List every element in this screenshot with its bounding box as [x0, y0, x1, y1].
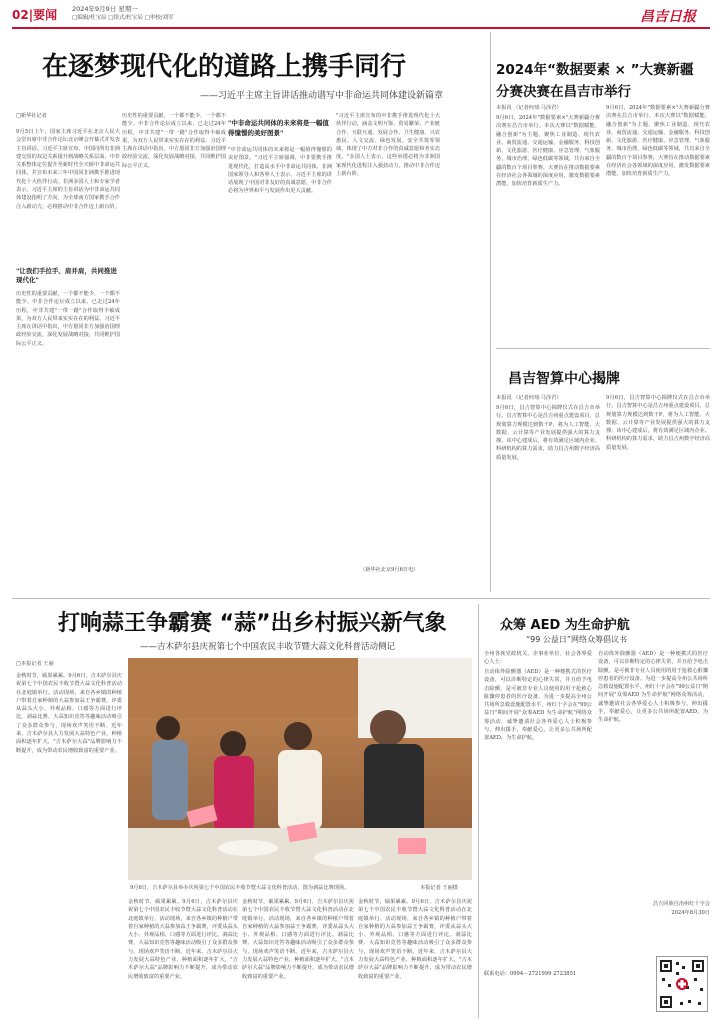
- side-top-headline-2: 分赛决赛在昌吉市举行: [496, 84, 631, 100]
- side-mid-headline: 昌吉智算中心揭牌: [508, 371, 620, 387]
- lead-dateline: （新华社北京9月6日电）: [360, 567, 419, 573]
- notice-text-col1: 自动体外除颤器（AED）是一种便携式的医疗设备，可以诊断特定的心律失常，并且给予电击除颤，是可被非专业人员使用的用于抢救心脏骤停患者的医疗设备。为进一步提高全州公共场所急救设施配置水平，州红十字会在"99公益日"期间开展"众筹AED 为生命护航"网络众筹活动，诚挚邀请社会各界爱心人士积极参与，伸出援手，奉献爱心，让更多公共场所配置AED，为生命护航。: [484, 669, 592, 742]
- column-divider: [490, 32, 491, 592]
- feature-text-col1: 金秋时节，硕果累累。9月6日，吉木萨尔县庆祝第七个中国农民丰收节暨大蒜文化科普活动在北庭镇举行。活动现场，来自各乡镇的种植户带着自家种植的大蒜参加蒜王争霸赛，评委从蒜头大小、外观品相、口感等方面进行评比。剥蒜比赛、大蒜知识竞答等趣味活动吸引了众多群众参与，现场欢声笑语不断。近年来，吉木萨尔县大力发展大蒜特色产业，种植面积逐年扩大，"吉木萨尔大蒜"品牌影响力不断提升，成为带动农民增收致富的重要产业。: [16, 673, 122, 754]
- side-mid-byline: 本报讯 （记者何琦·马泽君）: [496, 395, 562, 401]
- lead-subhead-2: "中非命运共同体的未来将是一幅值得憧憬的美好图景": [228, 119, 329, 137]
- notice-org-date: 2024年8月30日: [671, 910, 710, 916]
- lead-text-col1: 9月5日上午，国家主席习近平在北京人民大会堂出席中非合作论坛北京峰会开幕式并发表主旨讲话。习近平主席宣布，中国同所有非洲建交国的双边关系提升到战略关系层面，中非关系整体定位提升至新时代全天候中非命运共同体，并宣布未来三年中国同非洲携手推进现代化十大伙伴行动。非洲多国人士和专家学者表示，习近平主席的主旨讲话为中非命运共同体建设指明了方向，为全球南方国家携手合作注入新动力，必将推动中非合作迈上新台阶。: [16, 129, 120, 210]
- feature-photo-caption: 9月6日，吉木萨尔县举办庆祝第七个中国农民丰收节暨大蒜文化科普活动，图为剥蒜比赛现场。: [130, 885, 350, 891]
- side-mid-text-col2: 9月6日，昌吉智算中心揭牌仪式在昌吉市举行。昌吉智算中心是昌吉州重点建设项目，总规划算力规模达到数千P，将为人工智能、大数据、云计算等产业发展提供强大的算力支撑。该中心建成后，将有效满足区域内企业、科研机构的算力需求，助力昌吉州数字经济高质量发展。: [606, 395, 710, 451]
- feature-subheadline: ——吉木萨尔县庆祝第七个中国农民丰收节暨大蒜文化科普活动侧记: [140, 642, 396, 652]
- lead-text-col3: "中非命运共同体的未来将是一幅值得憧憬的美好图景。"习近平主席强调，中非要携手推进现代化，打造高水平中非命运共同体。非洲国家领导人和各界人士表示，习近平主席的讲话展现了中国对非友好的真诚意愿，中非合作必将为世界和平与发展作出更大贡献。: [228, 147, 332, 195]
- notice-contact: 联系电话：0994－2721999 2723851: [484, 971, 577, 977]
- side-top-text-col1: 9月6日，2024年"数据要素×"大赛新疆分赛决赛在昌吉市举行。本次大赛以"数据赋能、融合创新"为主题，聚焦工业制造、现代农业、商贸流通、交通运输、金融服务、科技创新、文化旅游、医疗健康、应急管理、气象服务、城市治理、绿色低碳等领域，共有来自全疆的数百个项目参赛。大赛旨在推动数据要素在经济社会各领域的深度应用，激发数据要素潜能，加快培育新质生产力。: [496, 115, 600, 188]
- lead-text-col4: "习近平主席宣布的中非携手推进现代化十大伙伴行动，涵盖文明互鉴、贸易繁荣、产业链合作、互联互通、发展合作、卫生健康、兴农惠民、人文交流、绿色发展、安全共筑等领域，体现了中方对非合作的真诚意愿和务实态度。"多国人士表示，这些举措必将为非洲国家现代化进程注入强劲动力，推动中非合作迈上新台阶。: [336, 113, 440, 178]
- side-divider: [496, 348, 710, 349]
- feature-text-col3: 金秋时节，硕果累累。9月6日，吉木萨尔县庆祝第七个中国农民丰收节暨大蒜文化科普活动在北庭镇举行。活动现场，来自各乡镇的种植户带着自家种植的大蒜参加蒜王争霸赛，评委从蒜头大小、外观品相、口感等方面进行评比。剥蒜比赛、大蒜知识竞答等趣味活动吸引了众多群众参与，现场欢声笑语不断。近年来，吉木萨尔县大力发展大蒜特色产业，种植面积逐年扩大，"吉木萨尔大蒜"品牌影响力不断提升，成为带动农民增收致富的重要产业。: [242, 899, 354, 980]
- notice-org: 昌吉回族自治州红十字会: [652, 901, 710, 907]
- notice-headline: 众筹 AED 为生命护航: [500, 618, 630, 633]
- side-mid-text-col1: 9月6日，昌吉智算中心揭牌仪式在昌吉市举行。昌吉智算中心是昌吉州重点建设项目，总规划算力规模达到数千P，将为人工智能、大数据、云计算等产业发展提供强大的算力支撑。该中心建成后，将有效满足区域内企业、科研机构的算力需求，助力昌吉州数字经济高质量发展。: [496, 405, 600, 461]
- qr-code[interactable]: [656, 956, 708, 1012]
- feature-text-col2: 金秋时节，硕果累累。9月6日，吉木萨尔县庆祝第七个中国农民丰收节暨大蒜文化科普活动在北庭镇举行。活动现场，来自各乡镇的种植户带着自家种植的大蒜参加蒜王争霸赛，评委从蒜头大小、外观品相、口感等方面进行评比。剥蒜比赛、大蒜知识竞答等趣味活动吸引了众多群众参与，现场欢声笑语不断。近年来，吉木萨尔县大力发展大蒜特色产业，种植面积逐年扩大，"吉木萨尔大蒜"品牌影响力不断提升，成为带动农民增收致富的重要产业。: [128, 899, 238, 980]
- page-number: 02|要闻: [12, 8, 58, 22]
- lead-text-col1b: 历史性的重要贡献，一个都不能少，一个都不能少。中非合作论坛成立以来，已走过24年历程，中非共建"一带一路"合作取得丰硕成果，为双方人民带来实实在在的利益。习近平主席在讲话中指出，中方愿同非方加强治国理政经验交流，深化发展战略对接，共同维护国际公平正义。: [16, 291, 120, 347]
- lead-subheadline: ——习近平主席主旨讲话推动谱写中非命运共同体建设新篇章: [200, 91, 444, 101]
- side-top-byline: 本报讯 （记者何琦·马泽君）: [496, 105, 562, 111]
- notice-subheadline: “99 公益日”网络众筹倡议书: [526, 635, 628, 644]
- masthead-rule: [12, 27, 710, 29]
- feature-photo: [128, 658, 472, 880]
- lead-text-col2: 历史性的重要贡献，一个都不能少，一个都不能少。中非合作论坛成立以来，已走过24年历程，中非共建"一带一路"合作取得丰硕成果，为双方人民带来实实在在的利益。习近平主席在讲话中指出，中方愿同非方加强治国理政经验交流，深化发展战略对接，共同维护国际公平正义。: [122, 113, 226, 169]
- side-top-text-col2: 9月6日，2024年"数据要素×"大赛新疆分赛决赛在昌吉市举行。本次大赛以"数据赋能、融合创新"为主题，聚焦工业制造、现代农业、商贸流通、交通运输、金融服务、科技创新、文化旅游、医疗健康、应急管理、气象服务、城市治理、绿色低碳等领域，共有来自全疆的数百个项目参赛。大赛旨在推动数据要素在经济社会各领域的深度应用，激发数据要素潜能，加快培育新质生产力。: [606, 105, 710, 178]
- feature-byline: □本报记者 王丽: [16, 661, 54, 667]
- notice-text-col2: 自动体外除颤器（AED）是一种便携式的医疗设备，可以诊断特定的心律失常，并且给予电击除颤，是可被非专业人员使用的用于抢救心脏骤停患者的医疗设备。为进一步提高全州公共场所急救设施配置水平，州红十字会在"99公益日"期间开展"众筹AED 为生命护航"网络众筹活动，诚挚邀请社会各界爱心人士积极参与，伸出援手，奉献爱心，让更多公共场所配置AED，为生命护航。: [598, 651, 708, 724]
- lead-subhead-1: "让我们手拉手、肩并肩，共同推进现代化": [16, 267, 117, 284]
- editor-credits: □编辑/杜宝辰 □组式/杜宝辰 □审校/刘军: [72, 15, 174, 21]
- side-top-headline-1: 2024年“数据要素 × ”大赛新疆: [496, 62, 694, 78]
- feature-headline: 打响蒜王争霸赛 “蒜”出乡村振兴新气象: [58, 611, 447, 636]
- section-divider: [12, 598, 710, 599]
- lead-byline: □新华社记者: [16, 113, 47, 119]
- issue-date: 2024年9月9日 星期一: [72, 5, 138, 13]
- notice-divider: [478, 604, 479, 1018]
- newspaper-logo: 昌吉日报: [640, 9, 696, 25]
- feature-photo-credit: 本报记者 王丽摄: [420, 885, 458, 891]
- feature-text-col4: 金秋时节，硕果累累。9月6日，吉木萨尔县庆祝第七个中国农民丰收节暨大蒜文化科普活动在北庭镇举行。活动现场，来自各乡镇的种植户带着自家种植的大蒜参加蒜王争霸赛，评委从蒜头大小、外观品相、口感等方面进行评比。剥蒜比赛、大蒜知识竞答等趣味活动吸引了众多群众参与，现场欢声笑语不断。近年来，吉木萨尔县大力发展大蒜特色产业，种植面积逐年扩大，"吉木萨尔大蒜"品牌影响力不断提升，成为带动农民增收致富的重要产业。: [358, 899, 472, 980]
- lead-headline: 在逐梦现代化的道路上携手同行: [42, 52, 407, 82]
- notice-salutation: 全州各族党政机关、企事业单位、社会各界爱心人士：: [484, 651, 592, 666]
